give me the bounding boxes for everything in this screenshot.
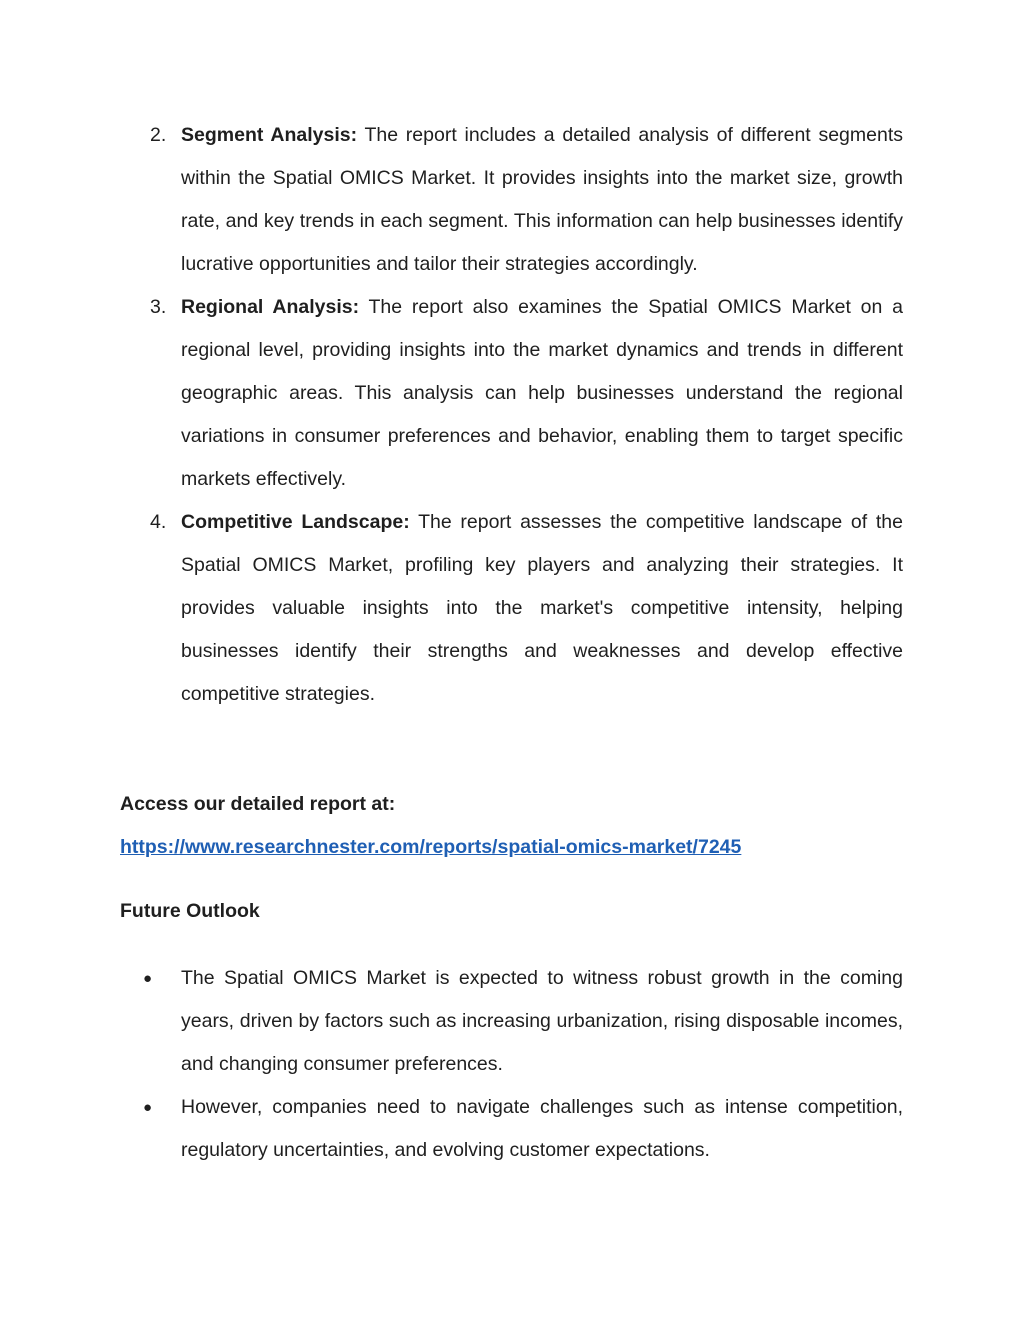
bullet-list <box>0 957 1024 1172</box>
list-item-text: The report also examines the Spatial OMICS Market on a regional level, providing insights into the market dynamics and trends in different geographic areas. This analysis can help businesses understand the regional variations in consumer preferences and behavior, enabling them to target specific markets effectively. <box>181 296 903 490</box>
bullet-text: However, companies need to navigate challenges such as intense competition, regulatory uncertainties, and evolving customer expectations. <box>181 1096 903 1161</box>
list-item-competitive-landscape <box>0 501 903 716</box>
access-report-block <box>120 783 920 869</box>
list-number: 3. <box>150 296 167 318</box>
numbered-list <box>0 114 1024 716</box>
list-item-heading: Competitive Landscape: <box>181 511 410 533</box>
list-item-regional-analysis <box>0 286 903 501</box>
list-number: 4. <box>150 511 167 533</box>
list-item-segment-analysis <box>0 114 903 286</box>
list-item-text: The report assesses the competitive landscape of the Spatial OMICS Market, profiling key players and analyzing their strategies. It provides valuable insights into the market's competitive intensity, helping businesses identify their strengths and weaknesses and develop effective competitive strategies. <box>181 511 903 705</box>
list-item <box>0 957 903 1086</box>
list-item-heading: Regional Analysis: <box>181 296 360 318</box>
list-number: 2. <box>150 124 167 146</box>
bullet-text: The Spatial OMICS Market is expected to witness robust growth in the coming years, driven by factors such as increasing urbanization, rising disposable incomes, and changing consumer preferences. <box>181 967 903 1075</box>
bullet-icon: ● <box>143 1099 153 1116</box>
future-outlook-heading: Future Outlook <box>120 900 260 922</box>
list-item <box>0 1086 903 1172</box>
list-item-heading: Segment Analysis: <box>181 124 358 146</box>
report-link[interactable]: https://www.researchnester.com/reports/spatial-omics-market/7245 <box>120 836 742 858</box>
list-item-text: The report includes a detailed analysis of different segments within the Spatial OMICS Market. It provides insights into the market size, growth rate, and key trends in each segment. This information can help businesses identify lucrative opportunities and tailor their strategies accordingly. <box>181 124 903 275</box>
access-heading: Access our detailed report at: <box>120 793 396 815</box>
bullet-icon: ● <box>143 970 153 987</box>
